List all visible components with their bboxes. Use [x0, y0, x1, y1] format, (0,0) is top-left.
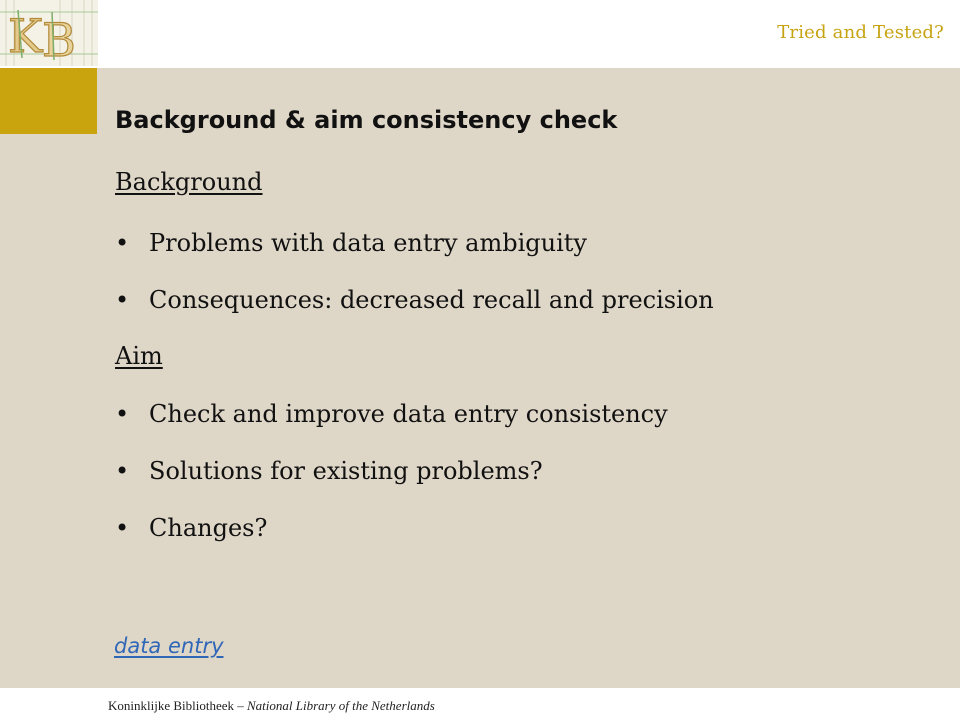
- bullet-text: Consequences: decreased recall and precision: [149, 286, 714, 314]
- kb-logo: [0, 0, 98, 66]
- footer: [0, 688, 960, 720]
- bullet-text: Changes?: [149, 514, 268, 542]
- svg-text:B: B: [42, 13, 76, 66]
- bullet-text: Check and improve data entry consistency: [149, 400, 668, 428]
- footer-org-name-en: National Library of the Netherlands: [247, 698, 435, 713]
- bullet-item: [115, 400, 668, 428]
- header-title: Tried and Tested?: [777, 22, 944, 43]
- bullet-icon: •: [115, 400, 130, 428]
- bullet-icon: •: [115, 286, 130, 314]
- section-heading-aim: Aim: [115, 342, 163, 370]
- bullet-text: Problems with data entry ambiguity: [149, 229, 587, 257]
- bullet-item: [115, 514, 267, 542]
- slide-title: Background & aim consistency check: [115, 106, 618, 134]
- footer-separator: –: [234, 698, 248, 713]
- bullet-text: Solutions for existing problems?: [149, 457, 543, 485]
- bullet-icon: •: [115, 514, 130, 542]
- footer-org-name: Koninklijke Bibliotheek: [108, 698, 235, 713]
- slide-body: [0, 68, 960, 688]
- section-heading-background: Background: [115, 168, 263, 196]
- bullet-item: [115, 229, 587, 257]
- gold-accent-square: [0, 68, 97, 134]
- data-entry-link[interactable]: data entry: [114, 634, 224, 658]
- footer-credit: [108, 698, 435, 714]
- bullet-item: [115, 457, 543, 485]
- bullet-item: [115, 286, 714, 314]
- bullet-icon: •: [115, 229, 130, 257]
- header: [0, 0, 960, 68]
- bullet-icon: •: [115, 457, 130, 485]
- svg-text:K: K: [8, 9, 43, 63]
